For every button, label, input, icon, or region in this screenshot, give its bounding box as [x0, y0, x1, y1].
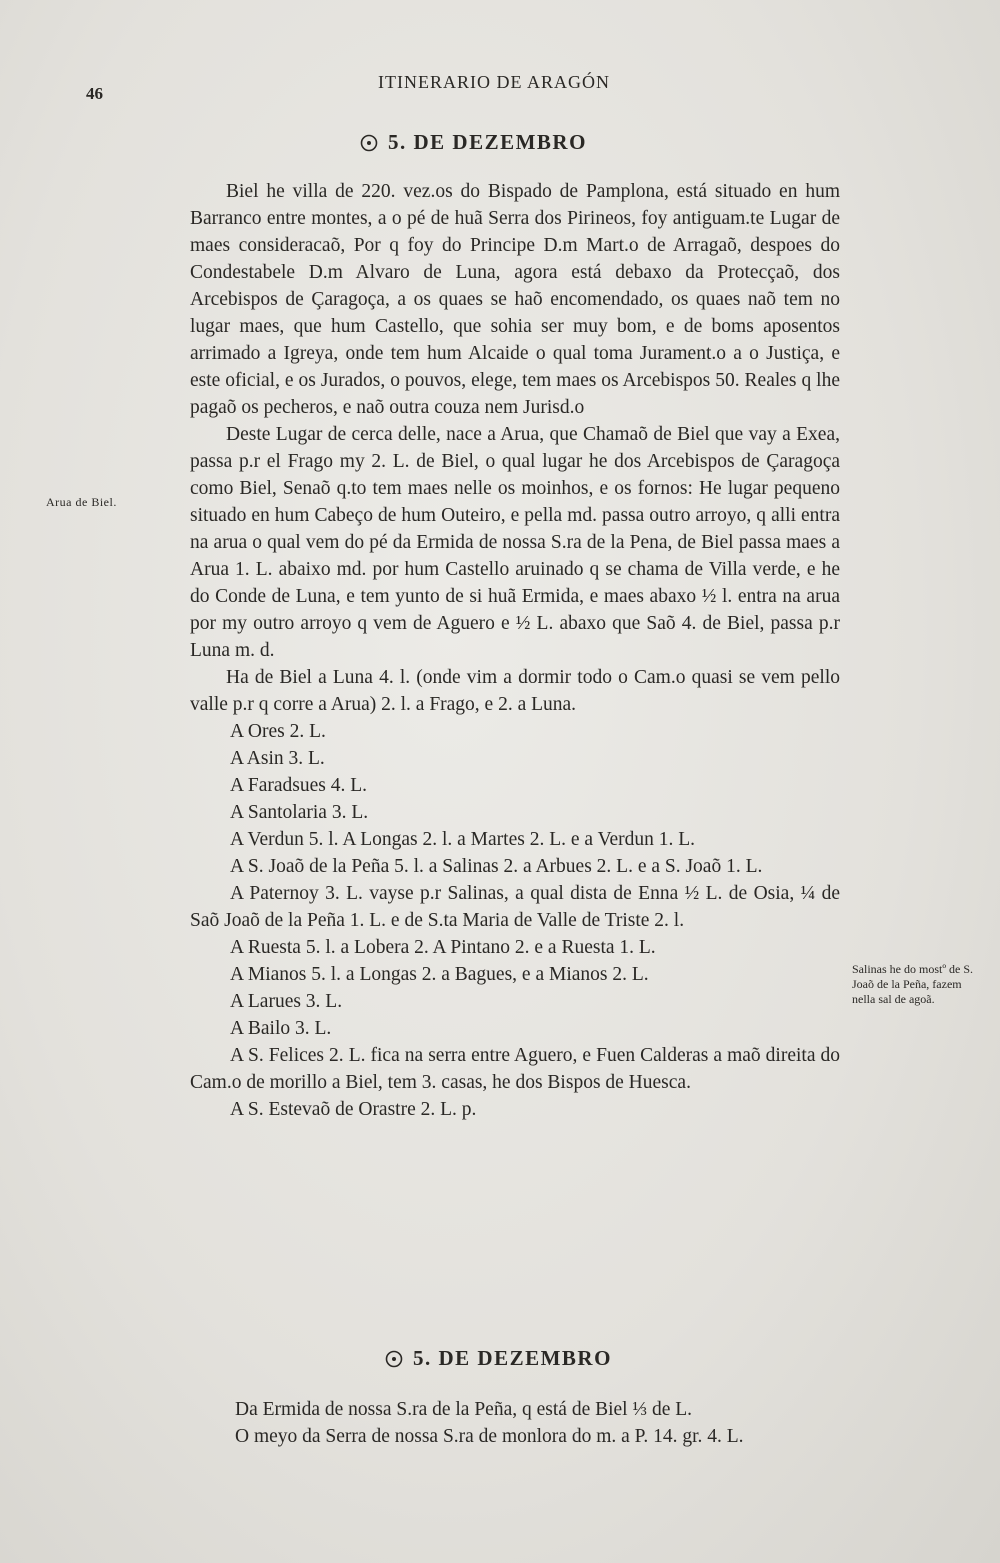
paragraph-arua: Deste Lugar de cerca delle, nace a Arua, que Chamaõ de Biel que vay a Exea, passa p.r el Frago my 2. L. de Biel, o qual lugar he dos Arcebispos de Çaragoça como Biel, Senaõ q.to tem maes nelle os moinhos, e os fornos: He lugar pequeno situado en hum Cabeço de hum Outeiro, e pella md. passa outro arroyo, q alli entra na arua o qual vem do pé da Ermida de nossa S.ra de la Pena, de Biel passa maes a Arua 1. L. abaixo md. por hum Castello aruinado q se chama de Villa verde, e he do Conde de Luna, e tem yunto de si huã Ermida, e maes abaxo ½ l. entra na arua por my outro arroyo q vem de Aguero e ½ L. abaxo que Saõ 4. de Biel, passa p.r Luna m. d. — [190, 424, 840, 661]
list-item: A Ores 2. L. — [230, 721, 326, 742]
running-title: ITINERARIO DE ARAGÓN — [378, 72, 610, 92]
list-item: A Asin 3. L. — [230, 748, 325, 769]
list-item: A Faradsues 4. L. — [230, 775, 368, 796]
list-item: A Ruesta 5. l. a Lobera 2. A Pintano 2. e a Ruesta 1. L. — [230, 937, 656, 958]
margin-note-left: Arua de Biel. — [46, 495, 117, 509]
list-item-paternoy: A Paternoy 3. L. vayse p.r Salinas, a qual dista de Enna ½ L. de Osia, ¼ de Saõ Joaõ de la Peña 1. L. e de S.ta Maria de Valle de Triste 2. l. — [190, 883, 840, 931]
list-item: A Santolaria 3. L. — [230, 802, 369, 823]
sun-symbol-icon — [385, 1350, 403, 1368]
section-heading-2 — [385, 1346, 612, 1371]
list-item: A Mianos 5. l. a Longas 2. a Bagues, e a Mianos 2. L. — [230, 964, 649, 985]
list-item: A Verdun 5. l. A Longas 2. l. a Martes 2. L. e a Verdun 1. L. — [230, 829, 696, 850]
list-item: A Bailo 3. L. — [230, 1018, 332, 1039]
main-text-block — [190, 178, 840, 1123]
list-item-estevao: A S. Estevaõ de Orastre 2. L. p. — [230, 1099, 477, 1120]
section-heading-2-text: 5. DE DEZEMBRO — [413, 1346, 612, 1370]
sun-symbol-icon — [360, 134, 378, 152]
list-item: A Larues 3. L. — [230, 991, 343, 1012]
line-meyo: O meyo da Serra de nossa S.ra de monlora do m. a P. 14. gr. 4. L. — [235, 1426, 744, 1447]
list-item-felices: A S. Felices 2. L. fica na serra entre Aguero, e Fuen Calderas a maõ direita do Cam.o de morillo a Biel, tem 3. casas, he dos Bispos de Huesca. — [190, 1045, 840, 1093]
paragraph-biel: Biel he villa de 220. vez.os do Bispado de Pamplona, está situado en hum Barranco entre montes, a o pé de huã Serra dos Pirineos, foy antiguam.te Lugar de maes consideracaõ, Por q foy do Principe D.m Mart.o de Arragaõ, despoes do Condestabele D.m Alvaro de Luna, agora está debaxo da Protecçaõ, dos Arcebispos de Çaragoça, a os quaes se haõ encomendado, os quaes naõ tem no lugar maes, que hum Castello, que sohia ser muy bom, e de boms aposentos arrimado a Igreya, onde tem hum Alcaide o qual toma Jurament.o a o Justiça, e este oficial, e os Jurados, o pouvos, elege, tem maes os Arcebispos 50. Reales q lhe pagaõ os pecheros, e naõ outra couza nem Jurisd.o — [190, 181, 840, 418]
line-ermida: Da Ermida de nossa S.ra de la Peña, q está de Biel ⅓ de L. — [235, 1399, 693, 1420]
section-heading-1-text: 5. DE DEZEMBRO — [388, 130, 587, 154]
section-heading-1 — [360, 130, 587, 155]
second-text-block — [235, 1396, 850, 1450]
paragraph-luna: Ha de Biel a Luna 4. l. (onde vim a dormir todo o Cam.o quasi se vem pello valle p.r q corre a Arua) 2. l. a Frago, e 2. a Luna. — [190, 667, 840, 715]
page-number: 46 — [86, 84, 103, 103]
margin-note-right: Salinas he do mostº de S. Joaõ de la Peña, fazem nella sal de agoã. — [852, 962, 974, 1006]
list-item-sjoao: A S. Joaõ de la Peña 5. l. a Salinas 2. a Arbues 2. L. e a S. Joaõ 1. L. — [230, 856, 763, 877]
